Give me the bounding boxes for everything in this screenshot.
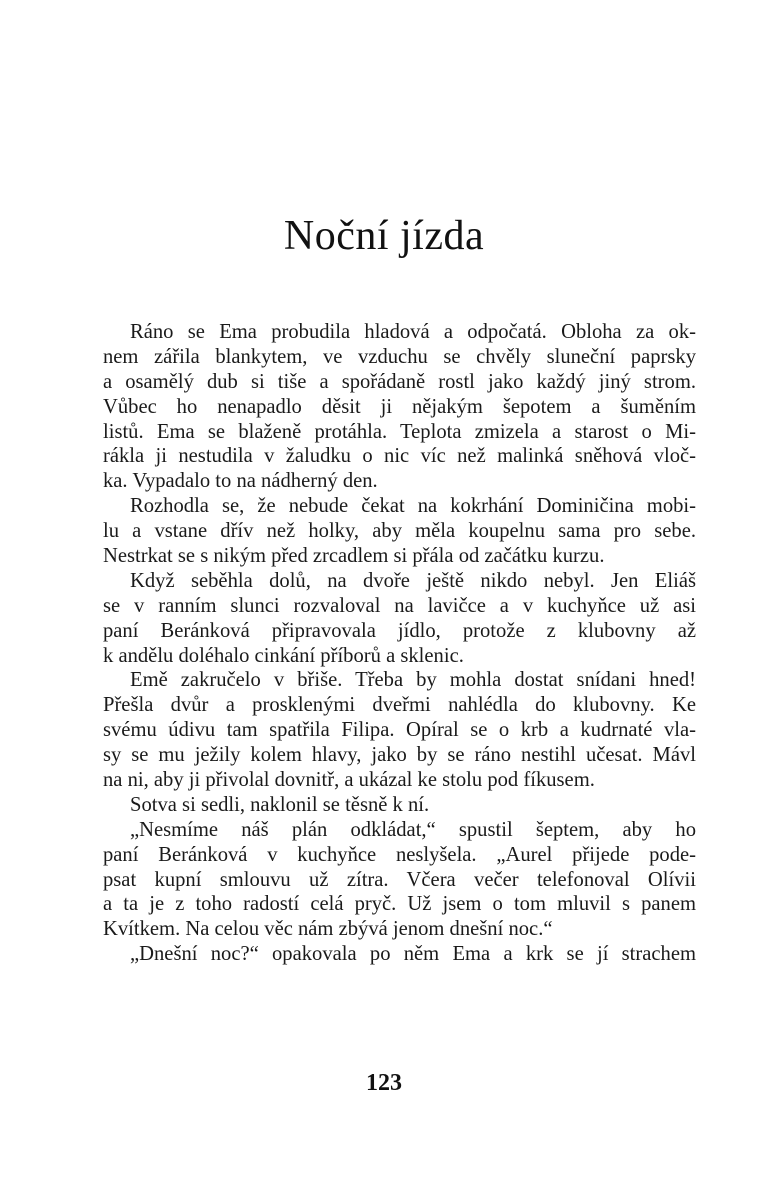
text-line: Když seběhla dolů, na dvoře ještě nikdo nebyl. Jen Eliáš [130, 569, 696, 592]
text-line: psat kupní smlouvu už zítra. Včera večer telefonoval Olívii [103, 868, 696, 891]
paragraph [103, 494, 696, 569]
text-line: a osamělý dub si tiše a spořádaně rostl jako každý jiný strom. [103, 370, 696, 393]
paragraph [103, 569, 696, 669]
paragraph [103, 793, 696, 818]
text-line: „Nesmíme náš plán odkládat,“ spustil šeptem, aby ho [130, 818, 696, 841]
text-line: Nestrkat se s nikým před zrcadlem si přála od začátku kurzu. [103, 545, 605, 568]
text-line: paní Beránková připravovala jídlo, protože z klubovny až [103, 619, 696, 642]
text-line: listů. Ema se blaženě protáhla. Teplota zmizela a starost o Mi- [103, 420, 696, 443]
text-line: Kvítkem. Na celou věc nám zbývá jenom dnešní noc.“ [103, 918, 553, 941]
text-line: Vůbec ho nenapadlo děsit ji nějakým šepotem a šuměním [103, 395, 696, 418]
text-line: Emě zakručelo v břiše. Třeba by mohla dostat snídani hned! [130, 669, 696, 692]
text-line: Sotva si sedli, naklonil se těsně k ní. [130, 793, 430, 816]
text-line: nem zářila blankytem, ve vzduchu se chvěly sluneční paprsky [103, 345, 696, 368]
text-line: rákla ji nestudila v žaludku o nic víc než malinká sněhová vloč- [103, 445, 696, 468]
chapter-title: Noční jízda [283, 213, 485, 259]
text-line: „Dnešní noc?“ opakovala po něm Ema a krk se jí strachem [130, 943, 696, 966]
paragraph [103, 942, 696, 967]
paragraph [103, 668, 696, 792]
paragraph [103, 818, 696, 942]
paragraph [103, 320, 696, 494]
body-text [103, 320, 696, 967]
text-line: se v ranním slunci rozvaloval na lavičce a v kuchyňce už asi [103, 594, 696, 617]
text-line: a ta je z toho radostí celá pryč. Už jsem o tom mluvil s panem [103, 893, 696, 916]
text-line: k andělu doléhalo cinkání příborů a sklenic. [103, 644, 464, 667]
text-line: Rozhodla se, že nebude čekat na kokrhání Dominičina mobi- [130, 495, 696, 518]
text-line: Přešla dvůr a prosklenými dveřmi nahlédla do klubovny. Ke [103, 694, 696, 717]
text-line: lu a vstane dřív než holky, aby měla koupelnu sama pro sebe. [103, 520, 696, 543]
text-line: na ni, aby ji přivolal dovnitř, a ukázal ke stolu pod fíkusem. [103, 769, 595, 792]
page-number: 123 [366, 1070, 402, 1096]
text-line: paní Beránková v kuchyňce neslyšela. „Aurel přijede pode- [103, 843, 696, 866]
text-line: svému údivu tam spatřila Filipa. Opíral se o krb a kudrnaté vla- [103, 719, 696, 742]
text-line: Ráno se Ema probudila hladová a odpočatá. Obloha za ok- [130, 321, 696, 343]
text-line: sy se mu ježily kolem hlavy, jako by se ráno nestihl učesat. Mávl [103, 744, 696, 767]
text-line: ka. Vypadalo to na nádherný den. [103, 470, 378, 493]
